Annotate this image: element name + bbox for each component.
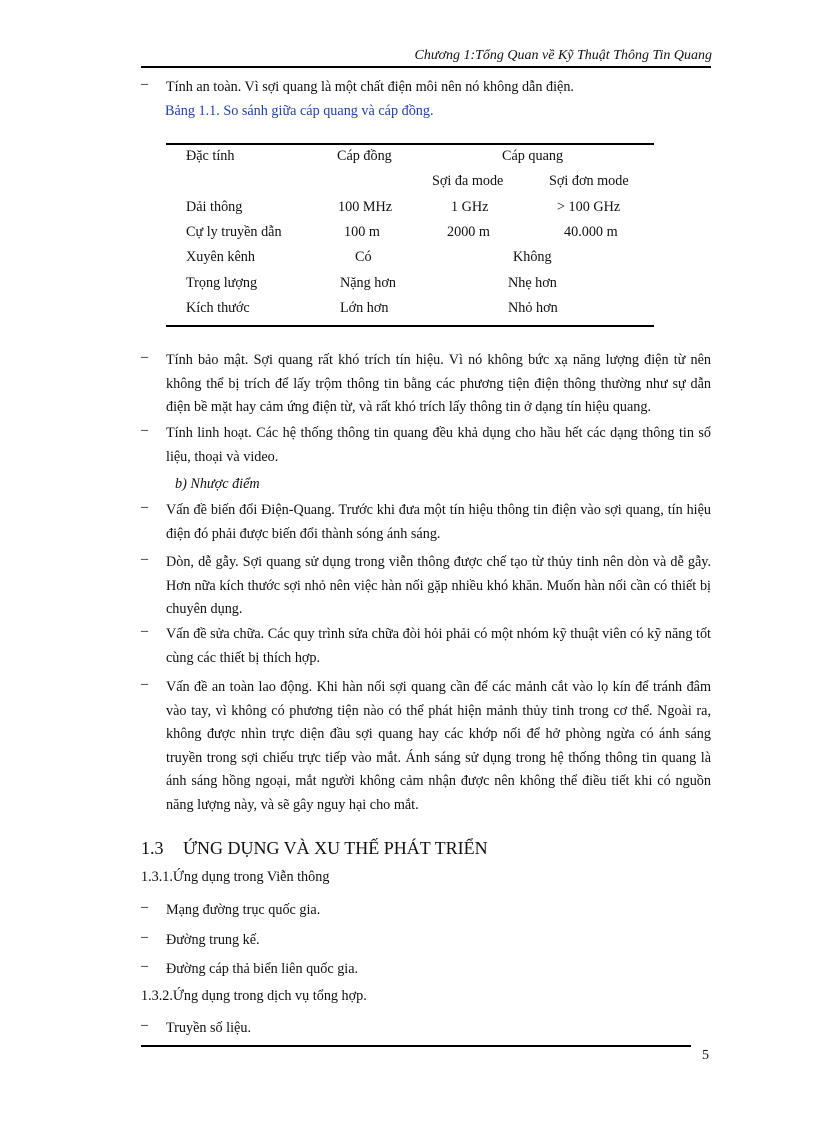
table-cell-property: Kích thước — [186, 300, 250, 316]
bullet-dash: – — [141, 499, 149, 515]
subsection-heading: 1.3.2.Ứng dụng trong dịch vụ tổng hợp. — [141, 988, 367, 1004]
bullet-text: Truyền số liệu. — [166, 1020, 251, 1036]
bullet-dash: – — [141, 929, 149, 945]
bullet-text: Tính bảo mật. Sợi quang rất khó trích tín hiệu. Vì nó không bức xạ năng lượng điện từ nên không thể bị trích để lấy trộm thông tin bằng các phương tiện điện thông thường như sự dẫn điện bề mặt hay cảm ứng điện từ, và rất khó trích lấy thông tin ở dạng tín hiệu quang. — [166, 352, 711, 415]
table-cell-singlemode: > 100 GHz — [557, 199, 621, 215]
bullet-dash: – — [141, 958, 149, 974]
section-heading — [141, 838, 488, 859]
list-item — [141, 551, 711, 622]
table-cell-fiber: Nhỏ hơn — [508, 300, 558, 316]
header-rule — [141, 66, 711, 68]
footer-rule — [141, 1045, 691, 1047]
table-caption: Bảng 1.1. So sánh giữa cáp quang và cáp đồng. — [165, 103, 434, 119]
page-header-title: Chương 1:Tổng Quan về Kỹ Thuật Thông Tin Quang — [414, 48, 712, 63]
table-cell-multimode: 2000 m — [447, 224, 490, 240]
table-cell-copper: 100 m — [344, 224, 380, 240]
page-number: 5 — [702, 1048, 709, 1063]
bullet-dash: – — [141, 76, 149, 92]
table-cell-singlemode: 40.000 m — [564, 224, 618, 240]
table-cell-property: Dải thông — [186, 199, 243, 215]
col-header-property: Đặc tính — [186, 148, 235, 164]
list-item — [141, 499, 711, 546]
table-cell-property: Cự ly truyền dẫn — [186, 224, 282, 240]
list-item — [141, 422, 711, 469]
bullet-text: Tính linh hoạt. Các hệ thống thông tin quang đều khả dụng cho hầu hết các dạng thông tin số liệu, thoại và video. — [166, 425, 711, 465]
bullet-dash: – — [141, 899, 149, 915]
bullet-text: Mạng đường trục quốc gia. — [166, 902, 321, 918]
col-header-copper: Cáp đồng — [337, 148, 392, 164]
table-cell-fiber: Không — [513, 249, 552, 265]
list-item — [141, 958, 711, 982]
col-header-multimode: Sợi đa mode — [432, 173, 504, 189]
bullet-dash: – — [141, 676, 149, 692]
section-title-text: ỨNG DỤNG VÀ XU THẾ PHÁT TRIỂN — [183, 838, 488, 858]
col-header-fiber: Cáp quang — [502, 148, 564, 164]
bullet-dash: – — [141, 422, 149, 438]
section-number: 1.3 — [141, 838, 164, 858]
col-header-singlemode: Sợi đơn mode — [549, 173, 629, 189]
subsection-heading: 1.3.1.Ứng dụng trong Viễn thông — [141, 869, 330, 885]
table-cell-fiber: Nhẹ hơn — [508, 275, 557, 291]
list-item — [141, 1017, 711, 1041]
bullet-dash: – — [141, 349, 149, 365]
bullet-text: Vấn đề an toàn lao động. Khi hàn nối sợi quang cần để các mảnh cắt vào lọ kín để tránh đâm vào tay, vì không có phương tiện nào có thể phát hiện mảnh thủy tinh trong cơ thể. Ngoài ra, không được nhìn trực diện đầu sợi quang hay các khớp nối để hở phòng ngừa có ánh sáng truyền trong sợi chiếu trực tiếp vào mắt. Ánh sáng sử dụng trong hệ thống thông tin quang là ánh sáng hồng ngoại, mắt người không cảm nhận được nên không thể điều tiết khi có nguồn năng lượng này, và sẽ gây nguy hại cho mắt. — [166, 679, 711, 813]
bullet-dash: – — [141, 551, 149, 567]
bullet-text: Đường cáp thả biển liên quốc gia. — [166, 961, 359, 977]
bullet-text: Tính an toàn. Vì sợi quang là một chất điện môi nên nó không dẫn điện. — [166, 79, 574, 95]
table-cell-property: Xuyên kênh — [186, 249, 255, 265]
list-item — [141, 76, 711, 100]
subheading-disadvantages: b) Nhược điểm — [175, 476, 260, 492]
table-cell-property: Trọng lượng — [186, 275, 258, 291]
bullet-text: Vấn đề biến đổi Điện-Quang. Trước khi đưa một tín hiệu thông tin điện vào sợi quang, tín hiệu điện đó phải được biến đổi thành sóng ánh sáng. — [166, 502, 711, 542]
table-cell-copper: Lớn hơn — [340, 300, 389, 316]
list-item — [141, 676, 711, 817]
table-top-rule — [166, 143, 654, 145]
list-item — [141, 349, 711, 420]
table-cell-copper: 100 MHz — [338, 199, 392, 215]
bullet-text: Vấn đề sửa chữa. Các quy trình sửa chữa đòi hỏi phải có một nhóm kỹ thuật viên có kỹ năng tốt cùng các thiết bị thích hợp. — [166, 626, 711, 666]
list-item — [141, 899, 711, 923]
bullet-text: Dòn, dễ gẫy. Sợi quang sử dụng trong viễn thông được chế tạo từ thủy tinh nên dòn và dễ gẫy. Hơn nữa kích thước sợi nhỏ nên việc hàn nối gặp nhiều khó khăn. Muốn hàn nối cần có thiết bị chuyên dụng. — [166, 554, 711, 617]
table-cell-multimode: 1 GHz — [451, 199, 489, 215]
table-cell-copper: Có — [355, 249, 372, 265]
table-cell-copper: Nặng hơn — [340, 275, 396, 291]
table-bottom-rule — [166, 325, 654, 327]
bullet-text: Đường trung kế. — [166, 932, 260, 948]
list-item — [141, 929, 711, 953]
list-item — [141, 623, 711, 670]
bullet-dash: – — [141, 1017, 149, 1033]
bullet-dash: – — [141, 623, 149, 639]
